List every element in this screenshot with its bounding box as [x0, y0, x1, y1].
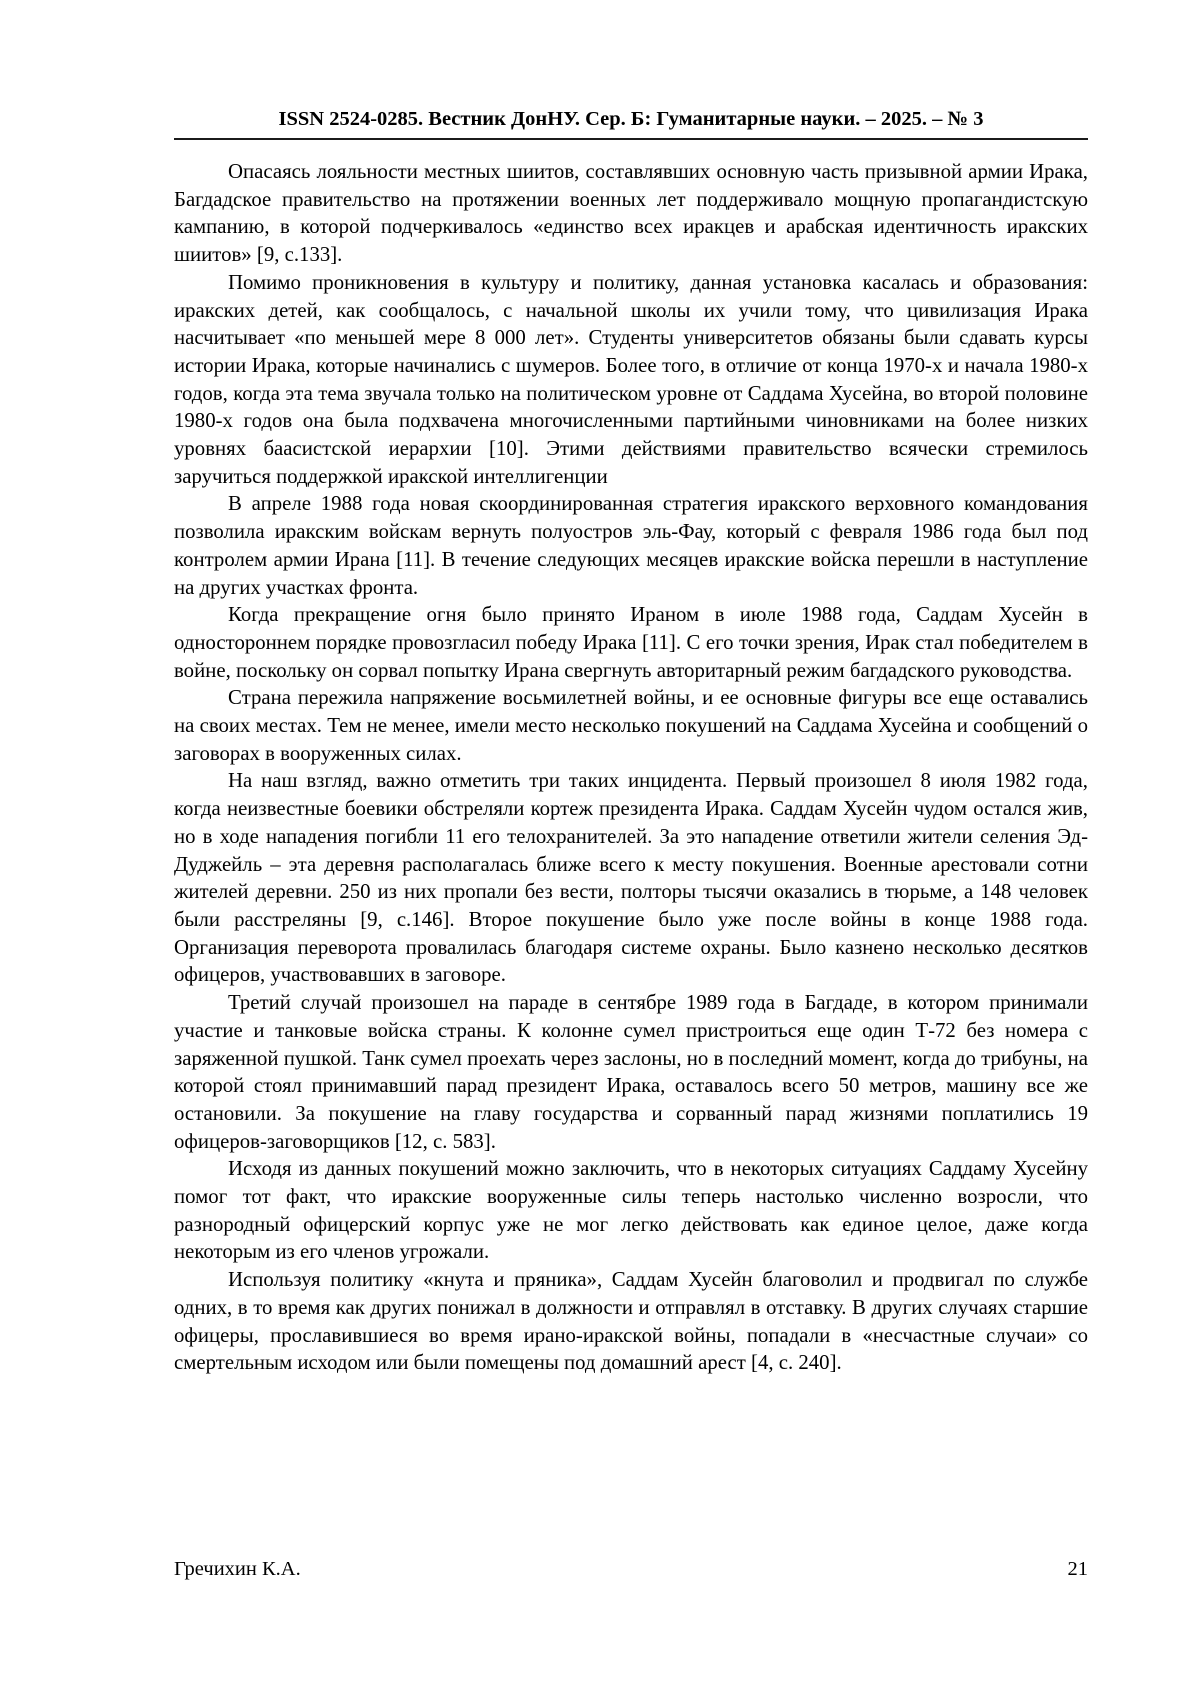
article-body	[174, 158, 1088, 1377]
body-paragraph: В апреле 1988 года новая скоординированная стратегия иракского верховного командования позволила иракским войскам вернуть полуостров эль-Фау, который с февраля 1986 года был под контролем армии Ирана [11]. В течение следующих месяцев иракские войска перешли в наступление на других участках фронта.	[174, 492, 1088, 599]
body-paragraph: Помимо проникновения в культуру и политику, данная установка касалась и образования: иракских детей, как сообщалось, с начальной школы их учили тому, что цивилизация Ирака насчитывает «по меньшей мере 8 000 лет». Студенты университетов обязаны были сдавать курсы истории Ирака, которые начинались с шумеров. Более того, в отличие от конца 1970-х и начала 1980-х годов, когда эта тема звучала только на политическом уровне от Саддама Хусейна, во второй половине 1980-х годов она была подхвачена многочисленными партийными чиновниками на более низких уровнях баасистской иерархии [10]. Этими действиями правительство всячески стремилось заручиться поддержкой иракской интеллигенции	[174, 270, 1088, 488]
running-header: ISSN 2524-0285. Вестник ДонНУ. Сер. Б: Гуманитарные науки. – 2025. – № 3	[278, 108, 984, 130]
body-paragraph: Третий случай произошел на параде в сентябре 1989 года в Багдаде, в котором принимали участие и танковые войска страны. К колонне сумел пристроиться еще один Т-72 без номера с заряженной пушкой. Танк сумел проехать через заслоны, но в последний момент, когда до трибуны, на которой стоял принимавший парад президент Ирака, оставалось всего 50 метров, машину все же остановили. За покушение на главу государства и сорванный парад жизнями поплатились 19 офицеров-заговорщиков [12, с. 583].	[174, 991, 1088, 1153]
footer-page-number: 21	[1067, 1558, 1088, 1580]
body-paragraph: Опасаясь лояльности местных шиитов, составлявших основную часть призывной армии Ирака, Багдадское правительство на протяжении военных лет поддерживало мощную пропагандистскую кампанию, в которой подчеркивалось «единство всех иракцев и арабская идентичность иракских шиитов» [9, с.133].	[174, 160, 1088, 267]
page-footer	[174, 1556, 1088, 1582]
body-paragraph: Исходя из данных покушений можно заключить, что в некоторых ситуациях Саддаму Хусейну помог тот факт, что иракские вооруженные силы теперь настолько численно возросли, что разнородный офицерский корпус уже не мог легко действовать как единое целое, даже когда некоторым из его членов угрожали.	[174, 1157, 1088, 1264]
body-paragraph: На наш взгляд, важно отметить три таких инцидента. Первый произошел 8 июля 1982 года, когда неизвестные боевики обстреляли кортеж президента Ирака. Саддам Хусейн чудом остался жив, но в ходе нападения погибли 11 его телохранителей. За это нападение ответили жители селения Эд-Дуджейль – эта деревня располагалась ближе всего к месту покушения. Военные арестовали сотни жителей деревни. 250 из них пропали без вести, полторы тысячи оказались в тюрьме, а 148 человек были расстреляны [9, с.146]. Второе покушение было уже после войны в конце 1988 года. Организация переворота провалилась благодаря системе охраны. Было казнено несколько десятков офицеров, участвовавших в заговоре.	[174, 769, 1088, 987]
footer-author: Гречихин К.А.	[174, 1558, 301, 1580]
body-paragraph: Когда прекращение огня было принято Ираном в июле 1988 года, Саддам Хусейн в одностороннем порядке провозгласил победу Ирака [11]. С его точки зрения, Ирак стал победителем в войне, поскольку он сорвал попытку Ирана свергнуть авторитарный режим багдадского руководства.	[174, 603, 1088, 682]
header-rule	[174, 138, 1088, 140]
body-paragraph: Используя политику «кнута и пряника», Саддам Хусейн благоволил и продвигал по службе одних, в то время как других понижал в должности и отправлял в отставку. В других случаях старшие офицеры, прославившиеся во время ирано-иракской войны, попадали в «несчастные случаи» со смертельным исходом или были помещены под домашний арест [4, с. 240].	[174, 1268, 1088, 1375]
body-paragraph: Страна пережила напряжение восьмилетней войны, и ее основные фигуры все еще оставались на своих местах. Тем не менее, имели место несколько покушений на Саддама Хусейна и сообщений о заговорах в вооруженных силах.	[174, 686, 1088, 765]
